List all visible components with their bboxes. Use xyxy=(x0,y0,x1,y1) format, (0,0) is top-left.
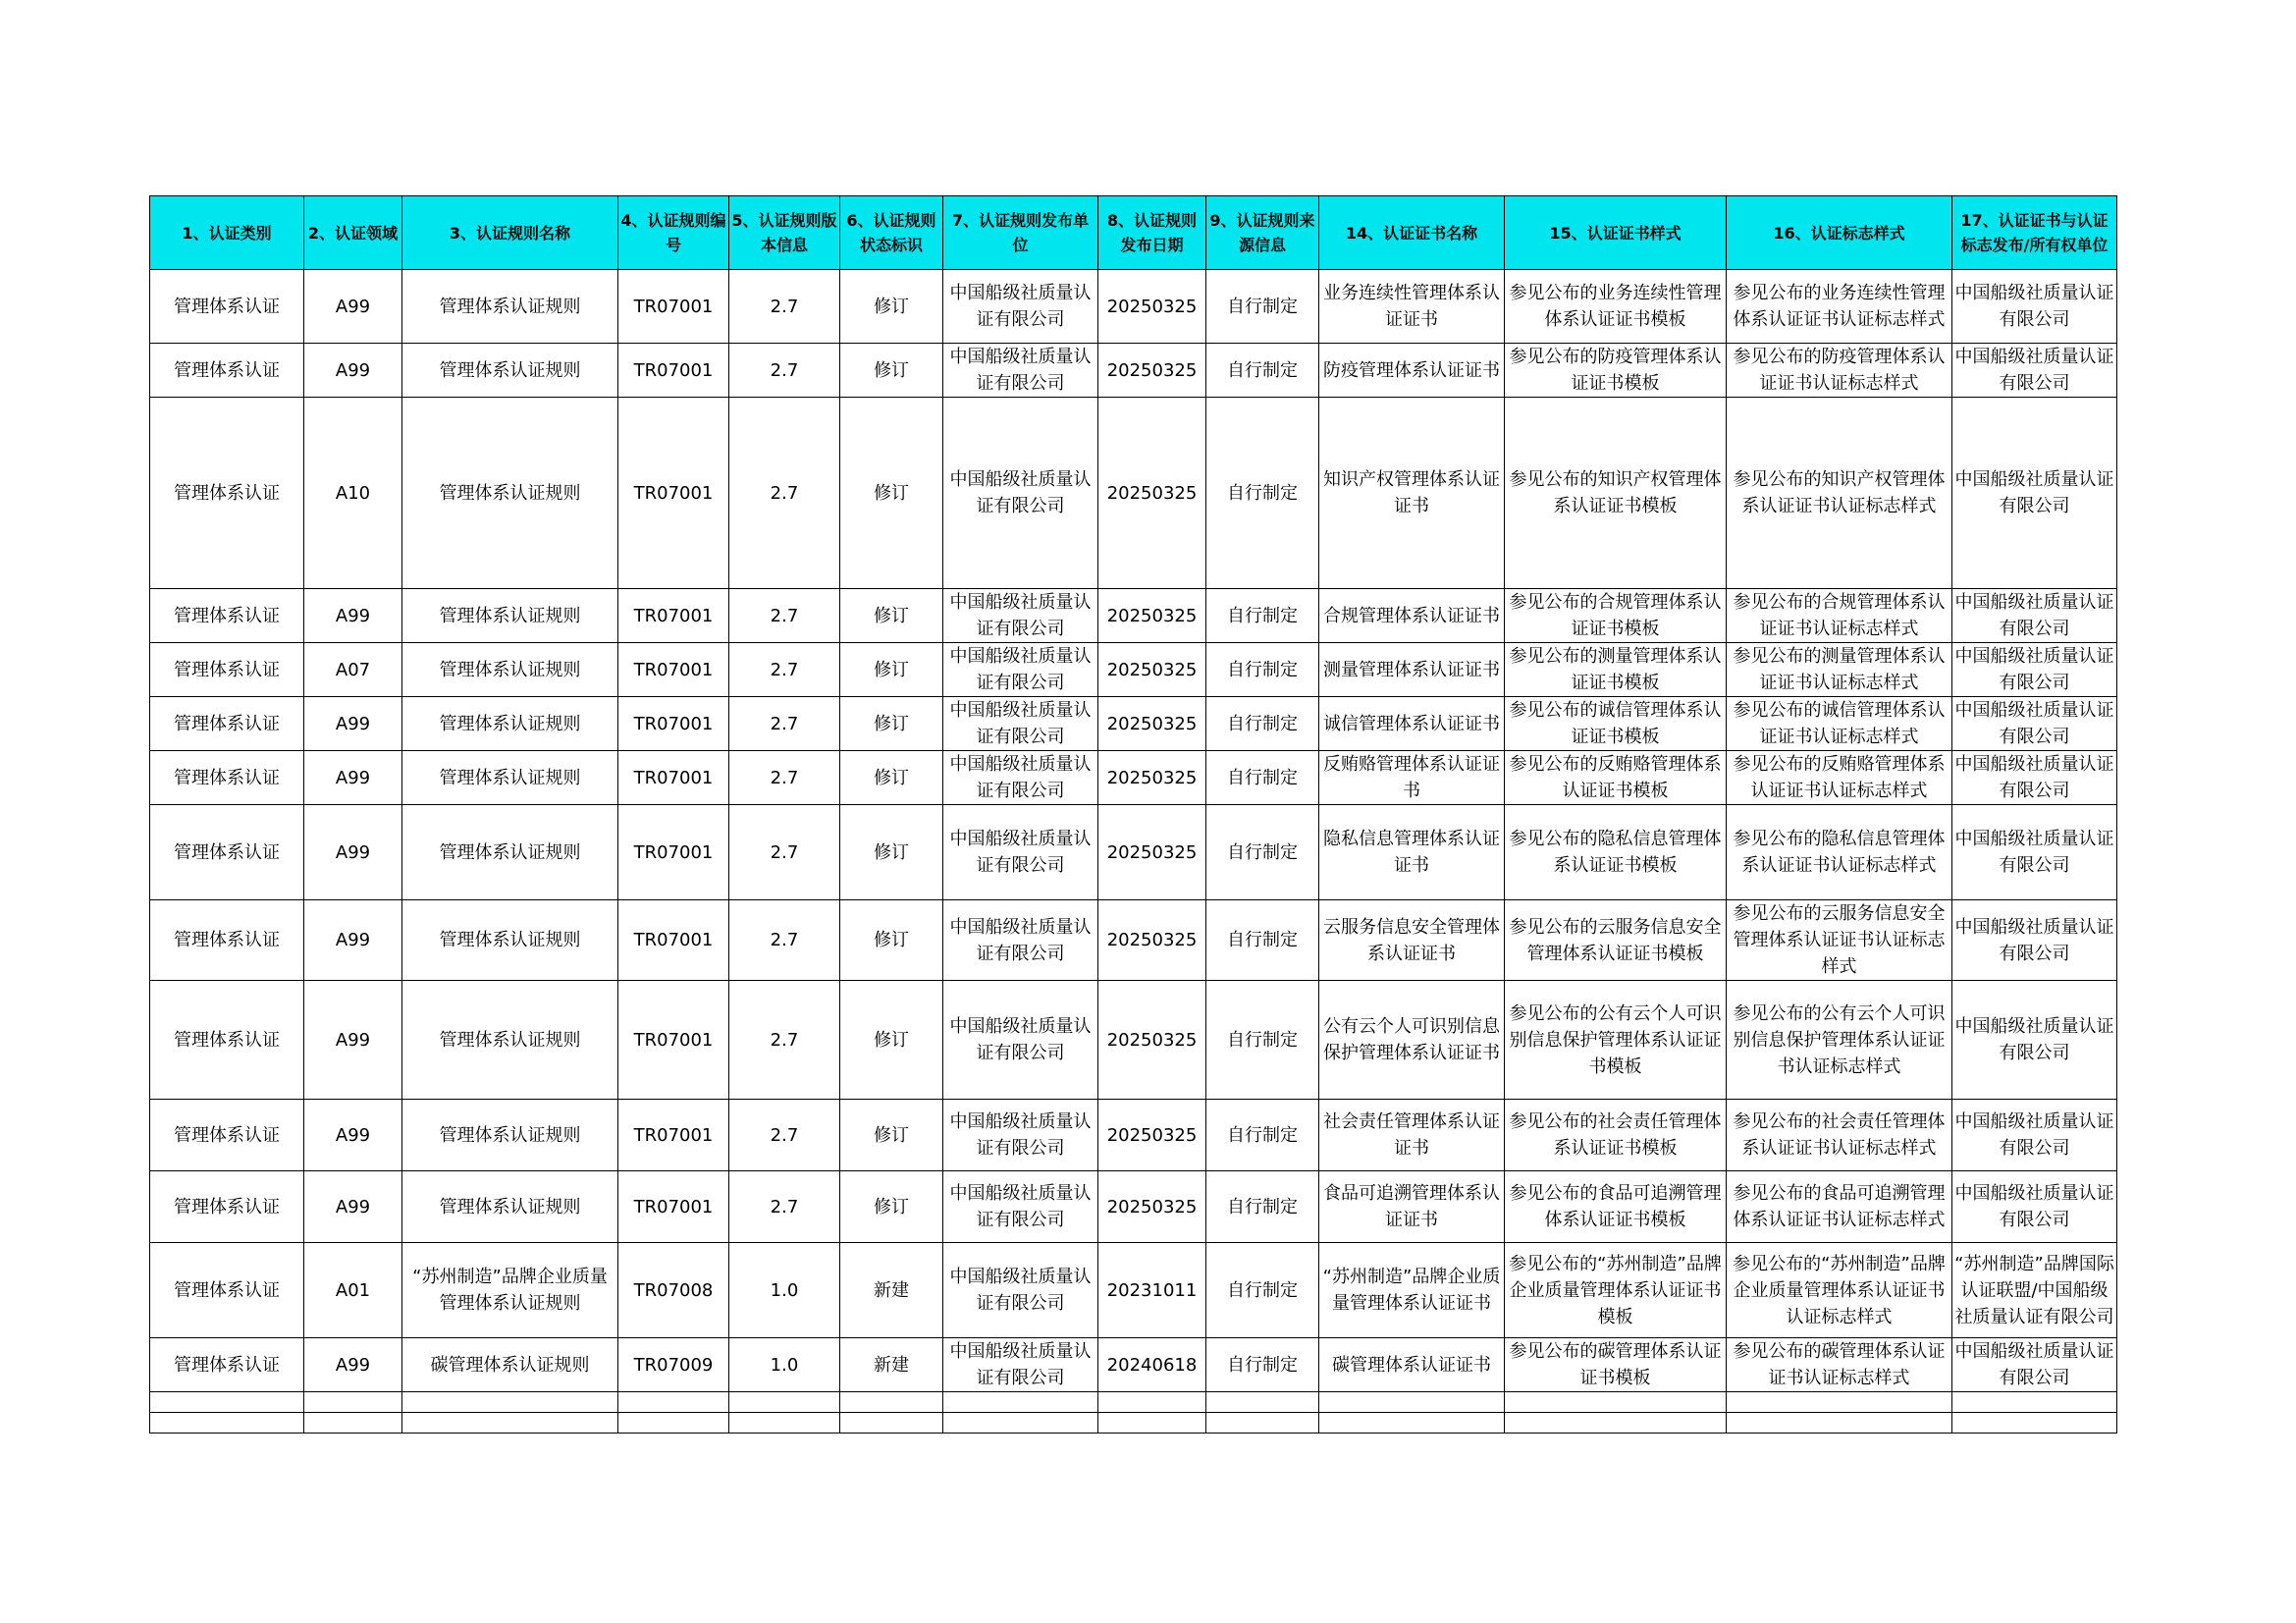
table-cell: 管理体系认证 xyxy=(150,589,304,643)
table-cell: 管理体系认证规则 xyxy=(402,344,618,398)
header-cell: 16、认证标志样式 xyxy=(1727,196,1952,270)
table-cell: 2.7 xyxy=(729,344,840,398)
empty-cell xyxy=(1727,1413,1952,1434)
table-cell: 中国船级社质量认证有限公司 xyxy=(943,270,1098,344)
table-cell: 管理体系认证规则 xyxy=(402,805,618,900)
table-cell: 修订 xyxy=(840,751,943,805)
table-cell: 20250325 xyxy=(1098,805,1206,900)
table-cell: 中国船级社质量认证有限公司 xyxy=(943,643,1098,697)
table-cell: TR07001 xyxy=(618,805,729,900)
empty-cell xyxy=(150,1392,304,1413)
table-cell: TR07001 xyxy=(618,900,729,981)
table-row xyxy=(150,643,2117,697)
table-row xyxy=(150,344,2117,398)
table-cell: 参见公布的反贿赂管理体系认证证书模板 xyxy=(1505,751,1727,805)
empty-cell xyxy=(304,1413,402,1434)
table-cell: 管理体系认证规则 xyxy=(402,398,618,589)
table-cell: TR07001 xyxy=(618,981,729,1100)
table-cell: 自行制定 xyxy=(1206,751,1319,805)
table-cell: 中国船级社质量认证有限公司 xyxy=(1952,270,2117,344)
table-cell: 管理体系认证 xyxy=(150,1171,304,1243)
header-cell: 9、认证规则来源信息 xyxy=(1206,196,1319,270)
table-cell: 管理体系认证规则 xyxy=(402,1171,618,1243)
table-cell: 2.7 xyxy=(729,900,840,981)
table-cell: 参见公布的碳管理体系认证证书模板 xyxy=(1505,1338,1727,1392)
table-cell: 中国船级社质量认证有限公司 xyxy=(1952,589,2117,643)
table-cell: 新建 xyxy=(840,1243,943,1338)
table-cell: 云服务信息安全管理体系认证证书 xyxy=(1319,900,1505,981)
table-cell: A10 xyxy=(304,398,402,589)
table-cell: 20250325 xyxy=(1098,344,1206,398)
table-cell: 参见公布的业务连续性管理体系认证证书模板 xyxy=(1505,270,1727,344)
table-cell: 管理体系认证 xyxy=(150,643,304,697)
table-cell: A99 xyxy=(304,981,402,1100)
empty-cell xyxy=(1952,1413,2117,1434)
table-cell: 诚信管理体系认证证书 xyxy=(1319,697,1505,751)
empty-cell xyxy=(943,1413,1098,1434)
table-cell: 修订 xyxy=(840,344,943,398)
table-cell: A99 xyxy=(304,751,402,805)
table-cell: 自行制定 xyxy=(1206,589,1319,643)
table-cell: 20250325 xyxy=(1098,1171,1206,1243)
table-cell: 防疫管理体系认证证书 xyxy=(1319,344,1505,398)
empty-cell xyxy=(1952,1392,2117,1413)
table-cell: 测量管理体系认证证书 xyxy=(1319,643,1505,697)
table-cell: 参见公布的公有云个人可识别信息保护管理体系认证证书认证标志样式 xyxy=(1727,981,1952,1100)
table-cell: TR07009 xyxy=(618,1338,729,1392)
header-cell: 14、认证证书名称 xyxy=(1319,196,1505,270)
table-cell: “苏州制造”品牌国际认证联盟/中国船级社质量认证有限公司 xyxy=(1952,1243,2117,1338)
table-cell: 修订 xyxy=(840,697,943,751)
table-row xyxy=(150,1338,2117,1392)
table-cell: 自行制定 xyxy=(1206,1338,1319,1392)
table-cell: 自行制定 xyxy=(1206,398,1319,589)
table-cell: 参见公布的诚信管理体系认证证书模板 xyxy=(1505,697,1727,751)
table-cell: 管理体系认证规则 xyxy=(402,589,618,643)
empty-cell xyxy=(729,1392,840,1413)
table-cell: 参见公布的合规管理体系认证证书认证标志样式 xyxy=(1727,589,1952,643)
table-cell: 管理体系认证 xyxy=(150,344,304,398)
table-row xyxy=(150,981,2117,1100)
table-cell: 中国船级社质量认证有限公司 xyxy=(1952,344,2117,398)
empty-row xyxy=(150,1392,2117,1413)
table-cell: 管理体系认证规则 xyxy=(402,697,618,751)
table-row xyxy=(150,697,2117,751)
table-cell: 新建 xyxy=(840,1338,943,1392)
table-cell: “苏州制造”品牌企业质量管理体系认证规则 xyxy=(402,1243,618,1338)
table-cell: 参见公布的知识产权管理体系认证证书认证标志样式 xyxy=(1727,398,1952,589)
table-cell: 管理体系认证规则 xyxy=(402,900,618,981)
table-cell: 20240618 xyxy=(1098,1338,1206,1392)
table-cell: TR07001 xyxy=(618,643,729,697)
header-cell: 15、认证证书样式 xyxy=(1505,196,1727,270)
table-cell: A99 xyxy=(304,270,402,344)
table-cell: 社会责任管理体系认证证书 xyxy=(1319,1100,1505,1171)
empty-cell xyxy=(150,1413,304,1434)
table-cell: 中国船级社质量认证有限公司 xyxy=(1952,643,2117,697)
header-cell: 8、认证规则发布日期 xyxy=(1098,196,1206,270)
empty-cell xyxy=(1505,1413,1727,1434)
table-cell: 管理体系认证 xyxy=(150,751,304,805)
certification-rules-table xyxy=(149,195,2117,1434)
header-row xyxy=(150,196,2117,270)
table-cell: 参见公布的云服务信息安全管理体系认证证书认证标志样式 xyxy=(1727,900,1952,981)
table-cell: A99 xyxy=(304,1171,402,1243)
table-cell: TR07008 xyxy=(618,1243,729,1338)
header-cell: 5、认证规则版本信息 xyxy=(729,196,840,270)
table-cell: 管理体系认证 xyxy=(150,1243,304,1338)
table-cell: 知识产权管理体系认证证书 xyxy=(1319,398,1505,589)
table-cell: A99 xyxy=(304,1338,402,1392)
table-cell: TR07001 xyxy=(618,270,729,344)
table-cell: 20250325 xyxy=(1098,751,1206,805)
table-cell: 碳管理体系认证证书 xyxy=(1319,1338,1505,1392)
table-cell: 中国船级社质量认证有限公司 xyxy=(1952,1338,2117,1392)
empty-cell xyxy=(1319,1413,1505,1434)
table-cell: 参见公布的隐私信息管理体系认证证书模板 xyxy=(1505,805,1727,900)
table-cell: 自行制定 xyxy=(1206,1243,1319,1338)
table-cell: 参见公布的“苏州制造”品牌企业质量管理体系认证证书模板 xyxy=(1505,1243,1727,1338)
table-cell: A99 xyxy=(304,697,402,751)
table-cell: 参见公布的知识产权管理体系认证证书模板 xyxy=(1505,398,1727,589)
table-cell: 20250325 xyxy=(1098,900,1206,981)
table-cell: 管理体系认证 xyxy=(150,270,304,344)
table-cell: 中国船级社质量认证有限公司 xyxy=(1952,805,2117,900)
empty-cell xyxy=(943,1392,1098,1413)
empty-cell xyxy=(840,1413,943,1434)
table-cell: A99 xyxy=(304,805,402,900)
table-cell: 参见公布的“苏州制造”品牌企业质量管理体系认证证书认证标志样式 xyxy=(1727,1243,1952,1338)
table-cell: 20231011 xyxy=(1098,1243,1206,1338)
header-cell: 3、认证规则名称 xyxy=(402,196,618,270)
empty-cell xyxy=(1319,1392,1505,1413)
table-cell: 参见公布的业务连续性管理体系认证证书认证标志样式 xyxy=(1727,270,1952,344)
table-cell: 参见公布的云服务信息安全管理体系认证证书模板 xyxy=(1505,900,1727,981)
empty-cell xyxy=(1505,1392,1727,1413)
table-cell: 中国船级社质量认证有限公司 xyxy=(1952,981,2117,1100)
table-cell: 2.7 xyxy=(729,643,840,697)
table-cell: 参见公布的社会责任管理体系认证证书模板 xyxy=(1505,1100,1727,1171)
table-cell: TR07001 xyxy=(618,751,729,805)
table-cell: 2.7 xyxy=(729,1100,840,1171)
table-cell: 自行制定 xyxy=(1206,643,1319,697)
table-cell: 合规管理体系认证证书 xyxy=(1319,589,1505,643)
table-cell: 参见公布的合规管理体系认证证书模板 xyxy=(1505,589,1727,643)
table-cell: 20250325 xyxy=(1098,589,1206,643)
table-row xyxy=(150,270,2117,344)
table-cell: 2.7 xyxy=(729,697,840,751)
table-row xyxy=(150,589,2117,643)
table-cell: 参见公布的社会责任管理体系认证证书认证标志样式 xyxy=(1727,1100,1952,1171)
table-cell: 修订 xyxy=(840,805,943,900)
table-cell: 2.7 xyxy=(729,270,840,344)
table-cell: 中国船级社质量认证有限公司 xyxy=(943,1100,1098,1171)
header-cell: 6、认证规则状态标识 xyxy=(840,196,943,270)
header-cell: 7、认证规则发布单位 xyxy=(943,196,1098,270)
table-cell: 公有云个人可识别信息保护管理体系认证证书 xyxy=(1319,981,1505,1100)
table-cell: 1.0 xyxy=(729,1338,840,1392)
table-cell: A99 xyxy=(304,900,402,981)
table-cell: 2.7 xyxy=(729,398,840,589)
table-cell: TR07001 xyxy=(618,697,729,751)
table-cell: 管理体系认证 xyxy=(150,981,304,1100)
table-cell: 修订 xyxy=(840,398,943,589)
table-cell: 管理体系认证 xyxy=(150,1100,304,1171)
table-cell: 管理体系认证规则 xyxy=(402,751,618,805)
table-cell: 2.7 xyxy=(729,751,840,805)
table-cell: 自行制定 xyxy=(1206,805,1319,900)
table-cell: TR07001 xyxy=(618,589,729,643)
table-cell: 参见公布的公有云个人可识别信息保护管理体系认证证书模板 xyxy=(1505,981,1727,1100)
empty-cell xyxy=(840,1392,943,1413)
table-cell: TR07001 xyxy=(618,1171,729,1243)
table-cell: 管理体系认证 xyxy=(150,697,304,751)
table-cell: 20250325 xyxy=(1098,981,1206,1100)
table-cell: 中国船级社质量认证有限公司 xyxy=(943,751,1098,805)
table-cell: 中国船级社质量认证有限公司 xyxy=(943,589,1098,643)
table-row xyxy=(150,1243,2117,1338)
table-cell: 管理体系认证 xyxy=(150,1338,304,1392)
header-cell: 17、认证证书与认证标志发布/所有权单位 xyxy=(1952,196,2117,270)
empty-cell xyxy=(618,1413,729,1434)
table-cell: 中国船级社质量认证有限公司 xyxy=(943,1171,1098,1243)
table-cell: 修订 xyxy=(840,1171,943,1243)
table-cell: 自行制定 xyxy=(1206,1171,1319,1243)
table-row xyxy=(150,805,2117,900)
table-cell: 管理体系认证 xyxy=(150,900,304,981)
table-cell: 1.0 xyxy=(729,1243,840,1338)
table-cell: 2.7 xyxy=(729,589,840,643)
table-row xyxy=(150,751,2117,805)
empty-cell xyxy=(1098,1413,1206,1434)
empty-row xyxy=(150,1413,2117,1434)
table-cell: TR07001 xyxy=(618,1100,729,1171)
table-cell: 参见公布的测量管理体系认证证书模板 xyxy=(1505,643,1727,697)
table-cell: 自行制定 xyxy=(1206,981,1319,1100)
table-cell: 隐私信息管理体系认证证书 xyxy=(1319,805,1505,900)
empty-cell xyxy=(402,1392,618,1413)
table-cell: 自行制定 xyxy=(1206,270,1319,344)
table-cell: 中国船级社质量认证有限公司 xyxy=(1952,900,2117,981)
table-cell: A99 xyxy=(304,344,402,398)
table-cell: 中国船级社质量认证有限公司 xyxy=(943,697,1098,751)
table-cell: 中国船级社质量认证有限公司 xyxy=(943,344,1098,398)
table-cell: 管理体系认证规则 xyxy=(402,643,618,697)
table-cell: 食品可追溯管理体系认证证书 xyxy=(1319,1171,1505,1243)
table-cell: A07 xyxy=(304,643,402,697)
table-cell: 碳管理体系认证规则 xyxy=(402,1338,618,1392)
table-cell: 管理体系认证规则 xyxy=(402,1100,618,1171)
table-cell: 中国船级社质量认证有限公司 xyxy=(943,1338,1098,1392)
table-cell: 自行制定 xyxy=(1206,697,1319,751)
table-cell: 修订 xyxy=(840,1100,943,1171)
table-cell: 管理体系认证 xyxy=(150,805,304,900)
table-cell: 中国船级社质量认证有限公司 xyxy=(943,805,1098,900)
table-cell: 中国船级社质量认证有限公司 xyxy=(943,981,1098,1100)
table-cell: 中国船级社质量认证有限公司 xyxy=(1952,398,2117,589)
table-cell: 参见公布的反贿赂管理体系认证证书认证标志样式 xyxy=(1727,751,1952,805)
table-cell: 参见公布的隐私信息管理体系认证证书认证标志样式 xyxy=(1727,805,1952,900)
table-cell: 自行制定 xyxy=(1206,1100,1319,1171)
table-cell: A99 xyxy=(304,589,402,643)
empty-cell xyxy=(304,1392,402,1413)
table-cell: 中国船级社质量认证有限公司 xyxy=(943,1243,1098,1338)
empty-cell xyxy=(402,1413,618,1434)
table-cell: 中国船级社质量认证有限公司 xyxy=(1952,1171,2117,1243)
table-row xyxy=(150,1171,2117,1243)
table-cell: 修订 xyxy=(840,900,943,981)
table-cell: 20250325 xyxy=(1098,697,1206,751)
table-cell: 自行制定 xyxy=(1206,344,1319,398)
table-cell: 参见公布的诚信管理体系认证证书认证标志样式 xyxy=(1727,697,1952,751)
table-cell: 中国船级社质量认证有限公司 xyxy=(943,900,1098,981)
table-cell: 中国船级社质量认证有限公司 xyxy=(943,398,1098,589)
empty-cell xyxy=(729,1413,840,1434)
table-cell: TR07001 xyxy=(618,344,729,398)
table-row xyxy=(150,900,2117,981)
header-cell: 2、认证领域 xyxy=(304,196,402,270)
table-cell: 中国船级社质量认证有限公司 xyxy=(1952,751,2117,805)
table-cell: 修订 xyxy=(840,270,943,344)
table-cell: 20250325 xyxy=(1098,643,1206,697)
table-cell: 2.7 xyxy=(729,981,840,1100)
table-cell: 20250325 xyxy=(1098,270,1206,344)
table-cell: 参见公布的食品可追溯管理体系认证证书认证标志样式 xyxy=(1727,1171,1952,1243)
empty-cell xyxy=(1206,1413,1319,1434)
table-row xyxy=(150,398,2117,589)
empty-cell xyxy=(618,1392,729,1413)
table-cell: 业务连续性管理体系认证证书 xyxy=(1319,270,1505,344)
table-cell: A01 xyxy=(304,1243,402,1338)
table-row xyxy=(150,1100,2117,1171)
table-body xyxy=(150,270,2117,1434)
table-cell: “苏州制造”品牌企业质量管理体系认证证书 xyxy=(1319,1243,1505,1338)
table-cell: 修订 xyxy=(840,643,943,697)
empty-cell xyxy=(1206,1392,1319,1413)
table-cell: 参见公布的防疫管理体系认证证书模板 xyxy=(1505,344,1727,398)
table-cell: 反贿赂管理体系认证证书 xyxy=(1319,751,1505,805)
table-cell: 参见公布的碳管理体系认证证书认证标志样式 xyxy=(1727,1338,1952,1392)
table-cell: 管理体系认证规则 xyxy=(402,981,618,1100)
table-cell: 自行制定 xyxy=(1206,900,1319,981)
table-cell: 20250325 xyxy=(1098,398,1206,589)
empty-cell xyxy=(1098,1392,1206,1413)
empty-cell xyxy=(1727,1392,1952,1413)
header-cell: 1、认证类别 xyxy=(150,196,304,270)
table-cell: 参见公布的防疫管理体系认证证书认证标志样式 xyxy=(1727,344,1952,398)
header-cell: 4、认证规则编号 xyxy=(618,196,729,270)
table-cell: 2.7 xyxy=(729,1171,840,1243)
table-cell: 中国船级社质量认证有限公司 xyxy=(1952,1100,2117,1171)
table-cell: 中国船级社质量认证有限公司 xyxy=(1952,697,2117,751)
table-cell: 参见公布的测量管理体系认证证书认证标志样式 xyxy=(1727,643,1952,697)
table-cell: 20250325 xyxy=(1098,1100,1206,1171)
table-cell: 2.7 xyxy=(729,805,840,900)
table-cell: 修订 xyxy=(840,589,943,643)
table-cell: 参见公布的食品可追溯管理体系认证证书模板 xyxy=(1505,1171,1727,1243)
table-cell: 管理体系认证 xyxy=(150,398,304,589)
table-cell: 管理体系认证规则 xyxy=(402,270,618,344)
table-cell: 修订 xyxy=(840,981,943,1100)
table-cell: A99 xyxy=(304,1100,402,1171)
table-cell: TR07001 xyxy=(618,398,729,589)
